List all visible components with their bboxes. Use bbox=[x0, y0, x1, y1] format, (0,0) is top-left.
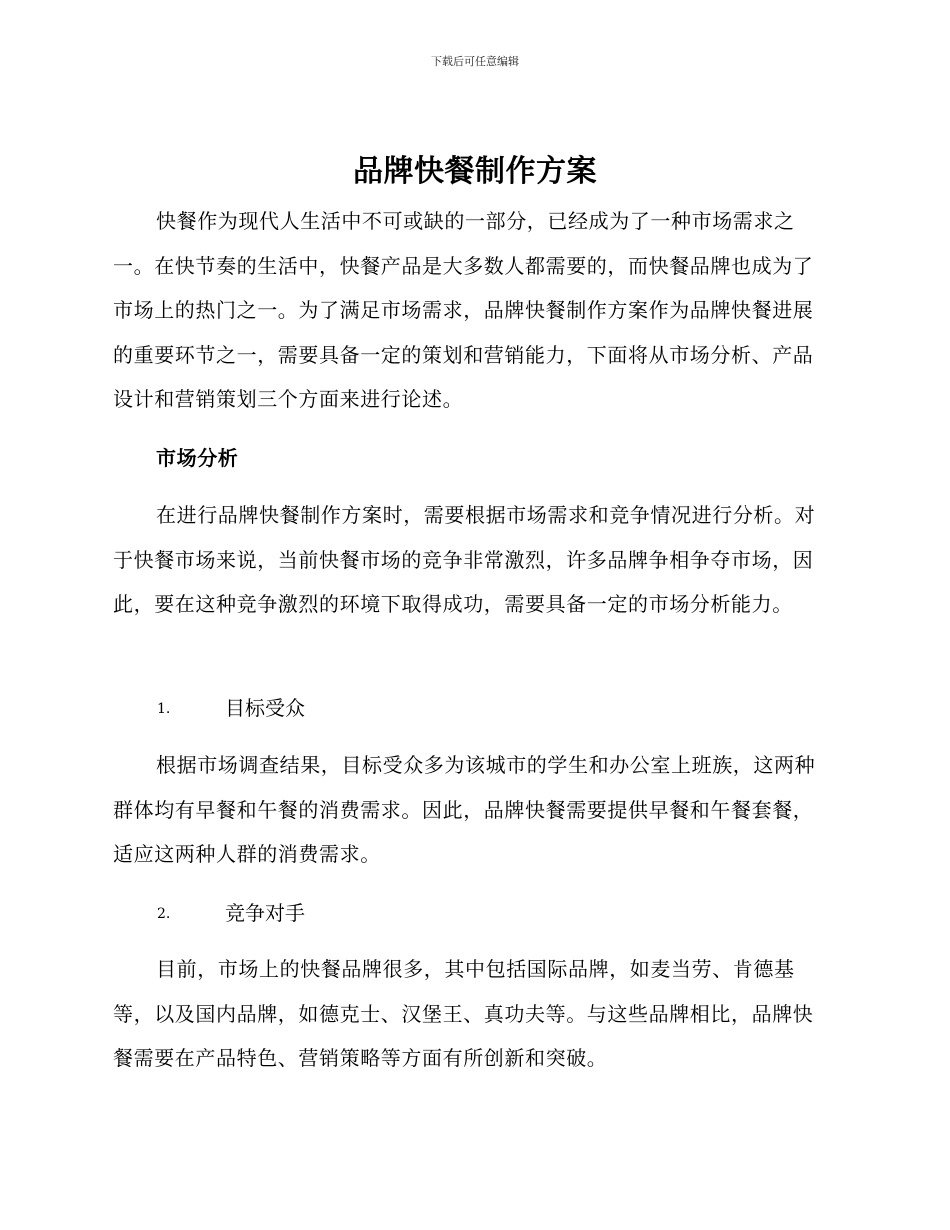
competitors-paragraph: 目前，市场上的快餐品牌很多，其中包括国际品牌，如麦当劳、肯德基等，以及国内品牌，如德克士、汉堡王、真功夫等。与这些品牌相比，品牌快餐需要在产品特色、营销策略等方面有所创新和突破。 bbox=[113, 957, 814, 1070]
list-number: 1. bbox=[157, 701, 171, 717]
target-audience-paragraph: 根据市场调查结果，目标受众多为该城市的学生和办公室上班族，这两种群体均有早餐和午餐的消费需求。因此，品牌快餐需要提供早餐和午餐套餐，适应这两种人群的消费需求。 bbox=[113, 753, 816, 866]
list-item-target-audience bbox=[157, 693, 305, 724]
document-title: 品牌快餐制作方案 bbox=[353, 154, 597, 189]
page-header: 下载后可任意编辑 bbox=[431, 55, 519, 68]
intro-paragraph: 快餐作为现代人生活中不可或缺的一部分，已经成为了一种市场需求之一。在快节奏的生活中，快餐产品是大多数人都需要的，而快餐品牌也成为了市场上的热门之一。为了满足市场需求，品牌快餐制作方案作为品牌快餐进展的重要环节之一，需要具备一定的策划和营销能力，下面将从市场分析、产品设计和营销策划三个方面来进行论述。 bbox=[113, 209, 814, 411]
market-analysis-paragraph: 在进行品牌快餐制作方案时，需要根据市场需求和竞争情况进行分析。对于快餐市场来说，当前快餐市场的竞争非常激烈，许多品牌争相争夺市场，因此，要在这种竞争激烈的环境下取得成功，需要具备一定的市场分析能力。 bbox=[113, 503, 816, 616]
section-heading-market-analysis: 市场分析 bbox=[156, 446, 239, 470]
list-number: 2. bbox=[157, 906, 171, 922]
list-label: 竞争对手 bbox=[225, 901, 305, 925]
list-item-competitors bbox=[157, 898, 305, 929]
list-label: 目标受众 bbox=[225, 696, 305, 720]
